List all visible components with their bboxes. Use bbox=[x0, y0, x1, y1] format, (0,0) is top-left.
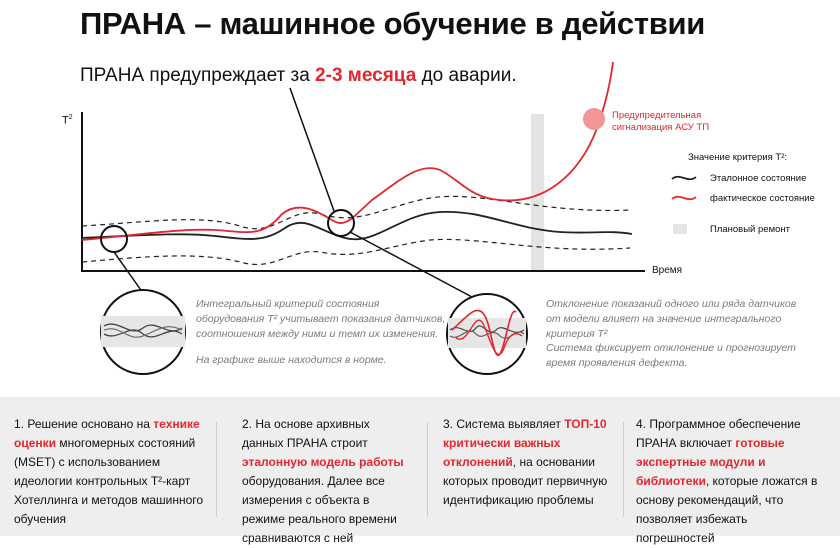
step-3 bbox=[443, 415, 611, 510]
step-3-tail: , на основании которых проводит первичную идентификацию проблемы bbox=[443, 455, 608, 507]
note-left-main: Интегральный критерий состояния оборудования T² учитывает показания датчиков, соотношения между ними и темп их изменения. bbox=[196, 298, 446, 340]
x-axis-label: Время bbox=[652, 265, 683, 276]
step-1-tail: многомерных состояний (MSET) с использованием идеологии контрольных T²-карт Хотеллинга и методов машинного обучения bbox=[14, 436, 204, 526]
subtitle-pointer bbox=[290, 88, 334, 211]
step-divider bbox=[216, 422, 217, 517]
legend-repair-glyph bbox=[673, 224, 687, 234]
step-4-highlight: готовые экспертные модули и библиотеки bbox=[636, 436, 785, 488]
step-1-highlight: технике оценки bbox=[14, 417, 200, 450]
steps-panel bbox=[0, 397, 840, 545]
legend-heading: Значение критерия T²: bbox=[688, 152, 788, 163]
legend-reference-glyph bbox=[672, 177, 696, 180]
lower-bound-line bbox=[82, 239, 630, 264]
alarm-point bbox=[583, 108, 605, 130]
subtitle-highlight: 2-3 месяца bbox=[315, 65, 417, 86]
step-2-tail: оборудования. Далее все измерения с объекта в режиме реального времени сравниваются с ней bbox=[242, 474, 397, 545]
step-4 bbox=[636, 415, 828, 548]
upper-bound-line bbox=[82, 196, 630, 228]
y-axis-label-text: T bbox=[62, 114, 69, 127]
legend-repair-label: Плановый ремонт bbox=[710, 224, 790, 235]
note-right-forecast: Система фиксирует отклонение и прогнозирует время проявления дефекта. bbox=[546, 342, 796, 369]
normal-focus-circle bbox=[101, 226, 127, 252]
step-3-highlight: ТОП-10 критически важных отклонений bbox=[443, 417, 607, 469]
legend-actual-label: фактическое состояние bbox=[710, 193, 815, 204]
legend-actual-glyph bbox=[672, 197, 696, 200]
alarm-label: Предупредительная сигнализация АСУ ТП bbox=[612, 110, 710, 133]
subtitle-tail: до аварии. bbox=[416, 65, 517, 86]
step-2-text: 2. На основе архивных данных ПРАНА строит bbox=[242, 417, 370, 450]
step-2-highlight: эталонную модель работы bbox=[242, 455, 404, 469]
y-axis-label-sup: 2 bbox=[68, 114, 73, 121]
step-divider bbox=[427, 422, 428, 517]
note-left-normal: На графике выше находится в норме. bbox=[196, 354, 387, 366]
step-1 bbox=[14, 415, 204, 529]
step-2 bbox=[242, 415, 414, 548]
step-3-text: 3. Система выявляет bbox=[443, 417, 565, 431]
step-1-text: 1. Решение основано на bbox=[14, 417, 154, 431]
step-4-text: 4. Программное обеспечение ПРАНА включает bbox=[636, 417, 801, 450]
legend-reference-label: Эталонное состояние bbox=[710, 173, 807, 184]
page-title: ПРАНА – машинное обучение в действии bbox=[80, 6, 705, 41]
step-divider bbox=[623, 422, 624, 517]
y-axis-label bbox=[62, 114, 73, 127]
step-4-tail: , которые ложатся в основу рекомендаций, что позволяет избежать погрешностей bbox=[636, 474, 818, 545]
subtitle-text: ПРАНА предупреждает за bbox=[80, 65, 316, 86]
note-right-main: Отклонение показаний одного или ряда датчиков от модели влияет на значение интегрального критерия T² bbox=[546, 298, 797, 340]
deviation-connector bbox=[350, 232, 472, 297]
